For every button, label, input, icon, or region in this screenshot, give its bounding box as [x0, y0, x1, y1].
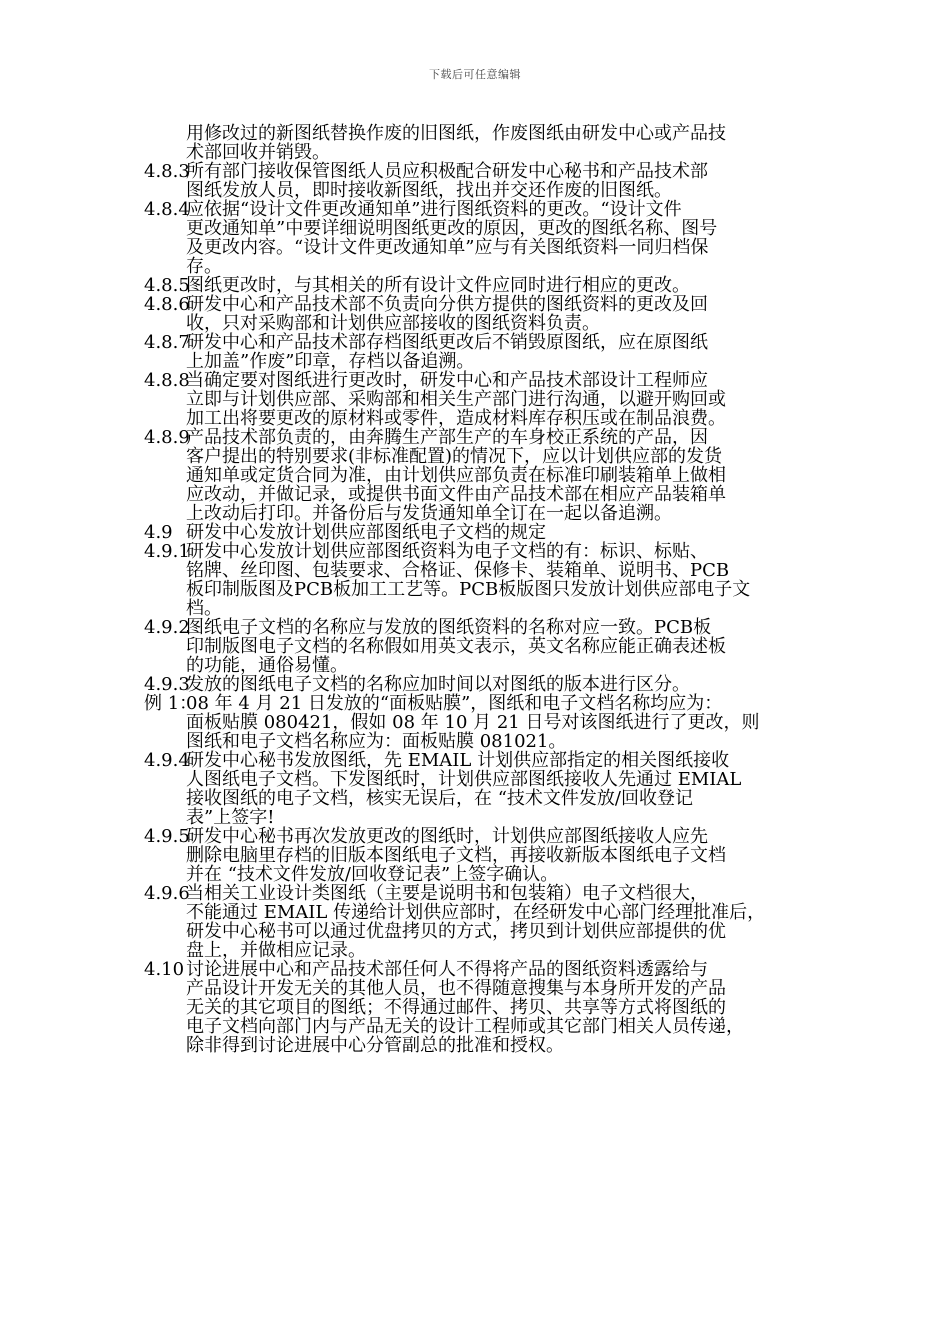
clause-paragraph [0, 371, 868, 428]
clause-text-line: 通知单或定货合同为准，由计划供应部负责在标准印刷装箱单上做相 [186, 465, 726, 486]
clause-text-line: 更改通知单”中要详细说明图纸更改的原因，更改的图纸名称、图号 [186, 218, 718, 239]
clause-text-line: 研发中心秘书再次发放更改的图纸时，计划供应部图纸接收人应先 [186, 826, 708, 847]
clause-text-line: 并在 “技术文件发放/回收登记表”上签字确认。 [186, 864, 559, 885]
clause-text-line: 接收图纸的电子文档，核实无误后，在 “技术文件发放/回收登记 [186, 788, 693, 809]
clause-text-line: 所有部门接收保管图纸人员应积极配合研发中心秘书和产品技术部 [186, 161, 708, 182]
clause-paragraph [0, 200, 868, 276]
clause-text-line: 产品设计开发无关的其他人员，也不得随意搜集与本身所开发的产品 [186, 978, 726, 999]
clause-number: 4.9 [144, 522, 173, 543]
clause-text-line: 收，只对采购部和计划供应部接收的图纸资料负责。 [186, 313, 600, 334]
clause-text-line: 板印制版图及PCB板加工工艺等。PCB板版图只发放计划供应部电子文 [186, 579, 751, 600]
clause-number: 4.8.9 [144, 427, 190, 448]
clause-text-line: 应依据“设计文件更改通知单”进行图纸资料的更改。“设计文件 [186, 199, 682, 220]
clause-text-line: 图纸电子文档的名称应与发放的图纸资料的名称对应一致。PCB板 [186, 617, 712, 638]
clause-text-line: 图纸和电子文档名称应为：面板贴膜 081021。 [186, 731, 567, 752]
clause-text-line: 研发中心发放计划供应部图纸资料为电子文档的有：标识、标贴、 [186, 541, 708, 562]
clause-paragraph [0, 618, 868, 675]
clause-text-line: 研发中心秘书发放图纸，先 EMAIL 计划供应部指定的相关图纸接收 [186, 750, 730, 771]
clause-text-line: 研发中心和产品技术部不负责向分供方提供的图纸资料的更改及回 [186, 294, 708, 315]
clause-number: 例 1： [144, 693, 198, 714]
clause-text-line: 无关的其它项目的图纸；不得通过邮件、拷贝、共享等方式将图纸的 [186, 997, 726, 1018]
clause-paragraph [0, 542, 868, 618]
clause-paragraph [0, 694, 868, 751]
clause-text-line: 当确定要对图纸进行更改时，研发中心和产品技术部设计工程师应 [186, 370, 708, 391]
clause-paragraph [0, 884, 868, 960]
clause-text-line: 加工出将要更改的原材料或零件，造成材料库存积压或在制品浪费。 [186, 408, 726, 429]
clause-number: 4.8.4 [144, 199, 190, 220]
clause-number: 4.8.7 [144, 332, 190, 353]
clause-text-line: 电子文档向部门内与产品无关的设计工程师或其它部门相关人员传递， [186, 1016, 744, 1037]
document-body [0, 124, 950, 1055]
clause-text-line: 的功能，通俗易懂。 [186, 655, 348, 676]
clause-paragraph [0, 827, 868, 884]
clause-number: 4.10 [144, 959, 185, 980]
clause-text-line: 08 年 4 月 21 日发放的“面板贴膜”，图纸和电子文档名称均应为： [186, 693, 723, 714]
clause-paragraph [0, 295, 868, 333]
clause-text-line: 上改动后打印。并备份后与发货通知单全订在一起以备追溯。 [186, 503, 672, 524]
clause-text-line: 铭牌、丝印图、包装要求、合格证、保修卡、装箱单、说明书、PCB [186, 560, 730, 581]
clause-paragraph [0, 124, 868, 162]
clause-text-line: 及更改内容。“设计文件更改通知单”应与有关图纸资料一同归档保 [186, 237, 709, 258]
clause-text-line: 图纸发放人员，即时接收新图纸，找出并交还作废的旧图纸。 [186, 180, 672, 201]
clause-text-line: 面板贴膜 080421，假如 08 年 10 月 21 日号对该图纸进行了更改，则 [186, 712, 760, 733]
clause-text-line: 产品技术部负责的，由奔腾生产部生产的车身校正系统的产品，因 [186, 427, 708, 448]
clause-text-line: 盘上，并做相应记录。 [186, 940, 366, 961]
clause-number: 4.8.3 [144, 161, 190, 182]
clause-text-line: 术部回收并销毁。 [186, 142, 330, 163]
clause-text-line: 发放的图纸电子文档的名称应加时间以对图纸的版本进行区分。 [186, 674, 690, 695]
clause-paragraph [0, 428, 868, 523]
clause-number: 4.9.6 [144, 883, 190, 904]
clause-text-line: 讨论进展中心和产品技术部任何人不得将产品的图纸资料透露给与 [186, 959, 708, 980]
clause-paragraph [0, 523, 868, 542]
clause-text-line: 当相关工业设计类图纸（主要是说明书和包装箱）电子文档很大， [186, 883, 708, 904]
clause-number: 4.9.5 [144, 826, 190, 847]
clause-text-line: 印制版图电子文档的名称假如用英文表示，英文名称应能正确表述板 [186, 636, 726, 657]
clause-number: 4.8.6 [144, 294, 190, 315]
clause-number: 4.8.5 [144, 275, 190, 296]
clause-text-line: 表”上签字! [186, 807, 275, 828]
clause-paragraph [0, 162, 868, 200]
clause-paragraph [0, 333, 868, 371]
clause-text-line: 存。 [186, 256, 222, 277]
clause-paragraph [0, 276, 868, 295]
clause-text-line: 研发中心发放计划供应部图纸电子文档的规定 [186, 522, 546, 543]
clause-text-line: 不能通过 EMAIL 传递给计划供应部时，在经研发中心部门经理批准后， [186, 902, 766, 923]
clause-number: 4.9.4 [144, 750, 190, 771]
clause-text-line: 删除电脑里存档的旧版本图纸电子文档，再接收新版本图纸电子文档 [186, 845, 726, 866]
clause-text-line: 人图纸电子文档。下发图纸时，计划供应部图纸接收人先通过 EMIAL [186, 769, 742, 790]
clause-text-line: 研发中心和产品技术部存档图纸更改后不销毁原图纸，应在原图纸 [186, 332, 708, 353]
clause-text-line: 档。 [186, 598, 222, 619]
clause-text-line: 立即与计划供应部、采购部和相关生产部门进行沟通，以避开购回或 [186, 389, 726, 410]
clause-text-line: 图纸更改时，与其相关的所有设计文件应同时进行相应的更改。 [186, 275, 690, 296]
page-header: 下载后可任意编辑 [429, 68, 521, 81]
clause-text-line: 用修改过的新图纸替换作废的旧图纸，作废图纸由研发中心或产品技 [186, 123, 726, 144]
clause-paragraph [0, 960, 868, 1055]
clause-text-line: 上加盖”作废”印章，存档以备追溯。 [186, 351, 475, 372]
clause-text-line: 研发中心秘书可以通过优盘拷贝的方式，拷贝到计划供应部提供的优 [186, 921, 726, 942]
clause-number: 4.9.2 [144, 617, 190, 638]
clause-text-line: 客户提出的特别要求(非标准配置)的情况下，应以计划供应部的发货 [186, 446, 723, 467]
clause-text-line: 应改动，并做记录，或提供书面文件由产品技术部在相应产品装箱单 [186, 484, 726, 505]
clause-text-line: 除非得到讨论进展中心分管副总的批准和授权。 [186, 1035, 564, 1056]
clause-number: 4.9.3 [144, 674, 190, 695]
clause-number: 4.8.8 [144, 370, 190, 391]
clause-paragraph [0, 675, 868, 694]
clause-number: 4.9.1 [144, 541, 190, 562]
clause-paragraph [0, 751, 868, 827]
